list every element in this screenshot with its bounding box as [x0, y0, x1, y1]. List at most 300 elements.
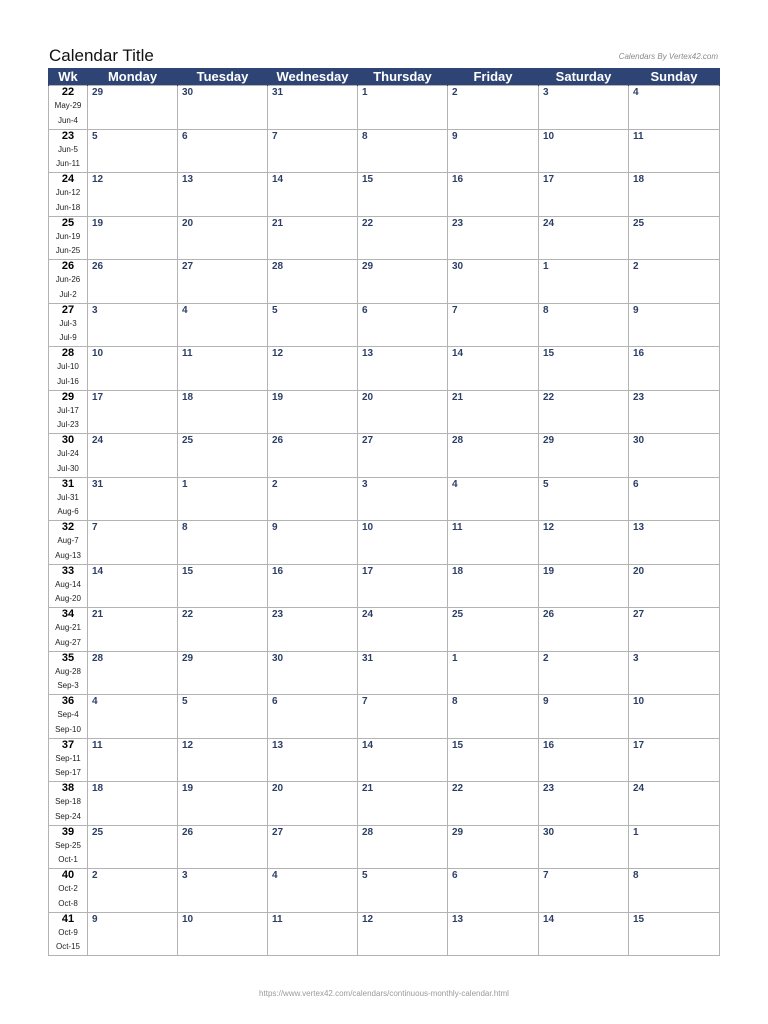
- day-cell[interactable]: [88, 738, 178, 782]
- day-cell[interactable]: [358, 260, 448, 304]
- day-cell[interactable]: [539, 521, 629, 565]
- week-row: [49, 390, 720, 434]
- week-row: [49, 347, 720, 391]
- day-number: 12: [543, 522, 555, 533]
- day-number: 15: [452, 739, 464, 751]
- week-number: 25: [61, 216, 75, 229]
- day-cell[interactable]: [629, 695, 720, 739]
- week-cell: [49, 303, 88, 347]
- week-row: [49, 477, 720, 521]
- day-cell[interactable]: [629, 912, 720, 956]
- day-cell[interactable]: [448, 434, 539, 478]
- week-number: 39: [61, 825, 75, 838]
- day-cell[interactable]: [358, 521, 448, 565]
- day-cell[interactable]: [88, 347, 178, 391]
- day-number: 2: [92, 870, 98, 881]
- week-start-date: Jul-3: [59, 318, 77, 328]
- week-number: 32: [61, 521, 75, 533]
- day-cell[interactable]: [268, 564, 358, 608]
- day-number: 28: [452, 435, 464, 446]
- week-cell: [49, 477, 88, 521]
- day-cell[interactable]: [448, 521, 539, 565]
- day-number: 23: [543, 783, 555, 794]
- day-number: 22: [543, 391, 555, 403]
- day-number: 4: [272, 870, 278, 881]
- day-cell[interactable]: [178, 260, 268, 304]
- day-cell[interactable]: [448, 477, 539, 521]
- day-number: 15: [362, 174, 374, 185]
- column-header-thursday: Thursday: [358, 68, 448, 86]
- day-cell[interactable]: [629, 825, 720, 869]
- week-number: 23: [61, 129, 75, 142]
- day-number: 28: [92, 652, 104, 664]
- day-cell[interactable]: [358, 651, 448, 695]
- day-number: 19: [92, 217, 104, 229]
- day-cell[interactable]: [178, 477, 268, 521]
- day-cell[interactable]: [268, 608, 358, 652]
- day-cell[interactable]: [629, 738, 720, 782]
- day-cell[interactable]: [539, 434, 629, 478]
- day-cell[interactable]: [358, 782, 448, 826]
- day-number: 17: [362, 565, 374, 577]
- day-number: 6: [272, 696, 278, 707]
- day-number: 8: [452, 696, 458, 707]
- day-number: 7: [452, 304, 458, 316]
- day-number: 11: [182, 348, 193, 359]
- day-number: 20: [182, 217, 194, 229]
- day-cell[interactable]: [539, 477, 629, 521]
- day-number: 30: [182, 87, 194, 98]
- week-start-date: Sep-11: [55, 753, 81, 763]
- day-number: 9: [92, 913, 98, 925]
- day-number: 30: [543, 826, 555, 838]
- day-number: 31: [362, 652, 374, 664]
- day-cell[interactable]: [358, 738, 448, 782]
- day-cell[interactable]: [358, 216, 448, 260]
- week-cell: [49, 608, 88, 652]
- day-cell[interactable]: [629, 347, 720, 391]
- day-cell[interactable]: [88, 434, 178, 478]
- day-number: 19: [182, 783, 194, 794]
- day-number: 29: [452, 826, 464, 838]
- day-number: 1: [362, 87, 368, 98]
- day-number: 14: [543, 913, 555, 925]
- day-cell[interactable]: [629, 303, 720, 347]
- day-cell[interactable]: [88, 825, 178, 869]
- day-number: 11: [92, 739, 103, 751]
- week-row: [49, 86, 720, 130]
- day-cell[interactable]: [178, 173, 268, 217]
- day-cell[interactable]: [448, 651, 539, 695]
- day-number: 12: [92, 174, 104, 185]
- week-end-date: Sep-10: [55, 724, 81, 734]
- day-cell[interactable]: [88, 521, 178, 565]
- week-row: [49, 303, 720, 347]
- day-number: 9: [452, 130, 458, 142]
- day-number: 13: [362, 348, 374, 359]
- week-start-date: Sep-4: [57, 710, 79, 719]
- week-end-date: Sep-17: [55, 768, 81, 777]
- day-cell[interactable]: [178, 347, 268, 391]
- day-cell[interactable]: [268, 782, 358, 826]
- day-cell[interactable]: [629, 608, 720, 652]
- day-cell[interactable]: [178, 521, 268, 565]
- day-cell[interactable]: [88, 869, 178, 913]
- day-cell[interactable]: [629, 782, 720, 826]
- week-end-date: Oct-1: [58, 855, 78, 864]
- day-number: 25: [182, 435, 194, 446]
- day-number: 12: [272, 348, 284, 359]
- day-number: 8: [543, 304, 549, 316]
- day-cell[interactable]: [539, 347, 629, 391]
- week-number: 24: [61, 173, 75, 185]
- day-cell[interactable]: [539, 216, 629, 260]
- day-cell[interactable]: [629, 390, 720, 434]
- day-number: 8: [362, 130, 368, 142]
- week-start-date: Jun-26: [55, 275, 81, 284]
- day-cell[interactable]: [268, 173, 358, 217]
- day-number: 5: [182, 696, 188, 707]
- week-cell: [49, 347, 88, 391]
- week-number: 26: [61, 260, 75, 272]
- day-number: 7: [272, 130, 278, 142]
- day-number: 22: [362, 217, 374, 229]
- day-cell[interactable]: [88, 129, 178, 173]
- day-number: 2: [272, 478, 278, 490]
- week-number: 29: [61, 390, 75, 403]
- day-number: 1: [452, 652, 458, 664]
- day-cell[interactable]: [629, 651, 720, 695]
- week-start-date: May-29: [54, 101, 82, 110]
- day-cell[interactable]: [448, 347, 539, 391]
- day-number: 30: [452, 261, 464, 272]
- week-start-date: Jul-17: [57, 405, 79, 415]
- week-end-date: Aug-27: [55, 637, 81, 647]
- day-cell[interactable]: [448, 260, 539, 304]
- day-cell[interactable]: [268, 303, 358, 347]
- day-number: 17: [633, 739, 645, 751]
- day-cell[interactable]: [629, 434, 720, 478]
- column-header-tuesday: Tuesday: [178, 68, 268, 86]
- day-cell[interactable]: [178, 129, 268, 173]
- day-number: 14: [452, 348, 464, 359]
- day-cell[interactable]: [178, 86, 268, 130]
- week-row: [49, 782, 720, 826]
- day-cell[interactable]: [448, 390, 539, 434]
- day-cell[interactable]: [88, 782, 178, 826]
- week-row: [49, 521, 720, 565]
- day-number: 8: [182, 522, 188, 533]
- day-number: 9: [633, 304, 639, 316]
- day-cell[interactable]: [448, 782, 539, 826]
- day-cell[interactable]: [539, 651, 629, 695]
- week-row: [49, 869, 720, 913]
- day-number: 18: [452, 565, 464, 577]
- day-number: 22: [182, 609, 194, 620]
- day-cell[interactable]: [448, 564, 539, 608]
- day-number: 10: [182, 913, 194, 925]
- day-number: 10: [362, 522, 374, 533]
- day-cell[interactable]: [268, 129, 358, 173]
- day-cell[interactable]: [629, 173, 720, 217]
- day-number: 29: [182, 652, 194, 664]
- day-number: 6: [362, 304, 368, 316]
- week-row: [49, 695, 720, 739]
- day-cell[interactable]: [539, 782, 629, 826]
- day-cell[interactable]: [88, 695, 178, 739]
- day-cell[interactable]: [448, 608, 539, 652]
- day-number: 23: [633, 391, 645, 403]
- day-number: 4: [182, 304, 188, 316]
- day-cell[interactable]: [178, 912, 268, 956]
- day-number: 15: [633, 913, 645, 925]
- week-start-date: Oct-2: [58, 884, 78, 893]
- day-cell[interactable]: [268, 390, 358, 434]
- day-number: 26: [543, 609, 555, 620]
- day-cell[interactable]: [178, 825, 268, 869]
- day-cell[interactable]: [358, 303, 448, 347]
- day-cell[interactable]: [178, 303, 268, 347]
- day-cell[interactable]: [358, 564, 448, 608]
- day-number: 26: [272, 435, 284, 446]
- day-cell[interactable]: [629, 564, 720, 608]
- day-cell[interactable]: [268, 86, 358, 130]
- day-number: 3: [362, 478, 368, 490]
- day-cell[interactable]: [539, 912, 629, 956]
- day-cell[interactable]: [539, 173, 629, 217]
- day-cell[interactable]: [88, 303, 178, 347]
- week-number: 34: [61, 608, 75, 620]
- day-cell[interactable]: [358, 477, 448, 521]
- day-cell[interactable]: [178, 738, 268, 782]
- column-header-wednesday: Wednesday: [268, 68, 358, 86]
- day-cell[interactable]: [178, 869, 268, 913]
- day-number: 26: [92, 261, 104, 272]
- day-cell[interactable]: [268, 869, 358, 913]
- day-cell[interactable]: [629, 260, 720, 304]
- day-cell[interactable]: [448, 869, 539, 913]
- day-cell[interactable]: [358, 129, 448, 173]
- day-cell[interactable]: [358, 608, 448, 652]
- day-cell[interactable]: [358, 825, 448, 869]
- day-cell[interactable]: [539, 869, 629, 913]
- day-number: 29: [543, 435, 555, 446]
- day-cell[interactable]: [448, 173, 539, 217]
- day-number: 27: [362, 435, 374, 446]
- day-number: 29: [362, 261, 374, 272]
- day-number: 19: [543, 565, 555, 577]
- day-number: 17: [92, 391, 104, 403]
- week-number: 36: [61, 695, 75, 707]
- week-end-date: Jun-18: [55, 202, 81, 212]
- day-number: 5: [272, 304, 278, 316]
- day-cell[interactable]: [358, 173, 448, 217]
- day-number: 15: [543, 348, 555, 359]
- day-number: 3: [633, 652, 639, 664]
- day-cell[interactable]: [358, 390, 448, 434]
- week-cell: [49, 216, 88, 260]
- day-number: 1: [633, 826, 639, 838]
- day-cell[interactable]: [358, 347, 448, 391]
- week-end-date: Sep-3: [57, 681, 79, 690]
- week-start-date: Jun-19: [55, 231, 81, 241]
- day-cell[interactable]: [88, 390, 178, 434]
- day-cell[interactable]: [88, 260, 178, 304]
- day-number: 4: [633, 87, 639, 98]
- day-cell[interactable]: [539, 303, 629, 347]
- day-number: 29: [92, 87, 104, 98]
- week-start-date: Jul-31: [57, 492, 79, 502]
- day-cell[interactable]: [448, 129, 539, 173]
- day-cell[interactable]: [539, 260, 629, 304]
- day-cell[interactable]: [268, 825, 358, 869]
- day-number: 6: [182, 130, 188, 142]
- week-row: [49, 651, 720, 695]
- day-cell[interactable]: [88, 86, 178, 130]
- day-cell[interactable]: [268, 260, 358, 304]
- day-cell[interactable]: [358, 869, 448, 913]
- day-cell[interactable]: [178, 651, 268, 695]
- day-cell[interactable]: [539, 695, 629, 739]
- week-cell: [49, 869, 88, 913]
- day-cell[interactable]: [268, 477, 358, 521]
- day-number: 2: [633, 261, 639, 272]
- day-cell[interactable]: [629, 129, 720, 173]
- week-number: 27: [61, 303, 75, 316]
- day-cell[interactable]: [268, 521, 358, 565]
- day-cell[interactable]: [88, 477, 178, 521]
- day-cell[interactable]: [268, 912, 358, 956]
- day-cell[interactable]: [358, 434, 448, 478]
- week-end-date: Jun-11: [56, 159, 80, 168]
- day-number: 31: [272, 87, 284, 98]
- week-start-date: Jul-24: [57, 449, 79, 458]
- day-cell[interactable]: [629, 86, 720, 130]
- day-cell[interactable]: [268, 434, 358, 478]
- day-cell[interactable]: [539, 608, 629, 652]
- day-cell[interactable]: [539, 86, 629, 130]
- day-number: 28: [362, 826, 374, 838]
- day-cell[interactable]: [268, 738, 358, 782]
- day-number: 21: [362, 783, 374, 794]
- day-cell[interactable]: [178, 695, 268, 739]
- day-cell[interactable]: [88, 608, 178, 652]
- day-number: 25: [92, 826, 104, 838]
- day-number: 19: [272, 391, 284, 403]
- column-header-wk: Wk: [49, 68, 88, 86]
- day-cell[interactable]: [539, 825, 629, 869]
- week-number: 37: [61, 738, 75, 751]
- week-start-date: Aug-14: [55, 579, 81, 589]
- day-number: 6: [452, 870, 458, 881]
- day-cell[interactable]: [448, 825, 539, 869]
- week-cell: [49, 173, 88, 217]
- day-number: 8: [633, 870, 639, 881]
- day-number: 16: [452, 174, 464, 185]
- day-number: 27: [182, 261, 194, 272]
- week-number: 35: [61, 651, 75, 664]
- week-number: 31: [61, 477, 75, 490]
- day-number: 6: [633, 478, 639, 490]
- week-row: [49, 912, 720, 956]
- day-cell[interactable]: [268, 695, 358, 739]
- day-cell[interactable]: [539, 390, 629, 434]
- day-number: 5: [362, 870, 368, 881]
- week-start-date: Jun-12: [55, 188, 81, 197]
- week-row: [49, 260, 720, 304]
- week-start-date: Aug-21: [55, 623, 81, 632]
- day-cell[interactable]: [539, 129, 629, 173]
- week-end-date: Oct-8: [58, 898, 78, 908]
- day-cell[interactable]: [448, 86, 539, 130]
- day-cell[interactable]: [88, 564, 178, 608]
- day-cell[interactable]: [358, 695, 448, 739]
- day-cell[interactable]: [178, 782, 268, 826]
- week-end-date: Aug-13: [55, 550, 81, 560]
- day-cell[interactable]: [88, 173, 178, 217]
- day-cell[interactable]: [268, 216, 358, 260]
- day-cell[interactable]: [178, 434, 268, 478]
- day-number: 4: [92, 696, 98, 707]
- day-number: 27: [633, 609, 645, 620]
- week-end-date: Jul-2: [59, 289, 77, 299]
- week-row: [49, 173, 720, 217]
- footer-url: https://www.vertex42.com/calendars/continuous-monthly-calendar.html: [259, 989, 509, 998]
- week-row: [49, 129, 720, 173]
- day-cell[interactable]: [358, 86, 448, 130]
- day-cell[interactable]: [629, 477, 720, 521]
- week-number: 41: [61, 912, 75, 925]
- day-number: 18: [633, 174, 645, 185]
- week-cell: [49, 651, 88, 695]
- calendar-grid: [48, 68, 720, 956]
- day-cell[interactable]: [448, 216, 539, 260]
- day-number: 2: [452, 87, 458, 98]
- day-cell[interactable]: [629, 869, 720, 913]
- day-cell[interactable]: [448, 912, 539, 956]
- week-cell: [49, 434, 88, 478]
- week-end-date: Jul-9: [59, 333, 77, 342]
- day-cell[interactable]: [178, 564, 268, 608]
- day-cell[interactable]: [88, 912, 178, 956]
- day-number: 7: [543, 870, 549, 881]
- week-end-date: Aug-6: [57, 507, 79, 516]
- day-cell[interactable]: [629, 216, 720, 260]
- day-number: 5: [543, 478, 549, 490]
- day-cell[interactable]: [358, 912, 448, 956]
- day-cell[interactable]: [629, 521, 720, 565]
- week-cell: [49, 564, 88, 608]
- day-cell[interactable]: [88, 216, 178, 260]
- day-number: 30: [272, 652, 284, 664]
- week-cell: [49, 695, 88, 739]
- day-number: 11: [452, 522, 463, 533]
- day-cell[interactable]: [539, 738, 629, 782]
- day-cell[interactable]: [178, 608, 268, 652]
- day-number: 20: [362, 391, 374, 403]
- day-cell[interactable]: [268, 347, 358, 391]
- day-number: 15: [182, 565, 194, 577]
- day-cell[interactable]: [88, 651, 178, 695]
- day-cell[interactable]: [448, 303, 539, 347]
- day-cell[interactable]: [448, 738, 539, 782]
- day-cell[interactable]: [539, 564, 629, 608]
- column-header-monday: Monday: [88, 68, 178, 86]
- day-cell[interactable]: [178, 216, 268, 260]
- day-cell[interactable]: [268, 651, 358, 695]
- day-cell[interactable]: [178, 390, 268, 434]
- day-cell[interactable]: [448, 695, 539, 739]
